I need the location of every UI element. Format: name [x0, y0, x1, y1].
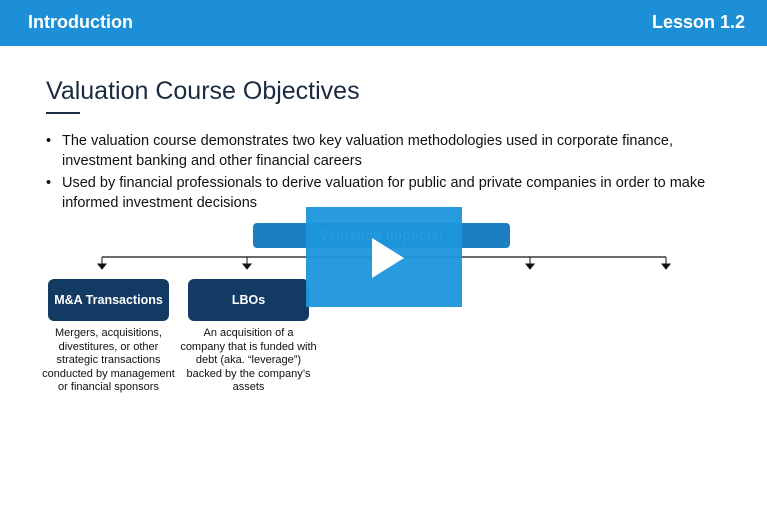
lbos-box: LBOs	[188, 279, 309, 321]
play-icon	[306, 207, 462, 307]
slide-title: Valuation Course Objectives	[46, 77, 360, 105]
ma-transactions-description: Mergers, acquisitions, divestitures, or other strategic transactions conducted by management or financial sponsors	[42, 327, 175, 393]
lesson-number: Lesson 1.2	[651, 12, 745, 32]
objective-bullet: • Used by financial professionals to derive valuation for public and private companies in order to make informed investment decisions	[46, 173, 746, 213]
lbos-description: An acquisition of a company that is funded with debt (aka. “leverage”) backed by the company’s assets	[180, 327, 317, 393]
video-play-button[interactable]	[306, 207, 462, 307]
ma-transactions-box: M&A Transactions	[48, 279, 169, 321]
section-title: Introduction	[28, 12, 133, 32]
objective-bullet: • The valuation course demonstrates two key valuation methodologies used in corporate finance, investment banking and other financial careers	[46, 131, 746, 171]
